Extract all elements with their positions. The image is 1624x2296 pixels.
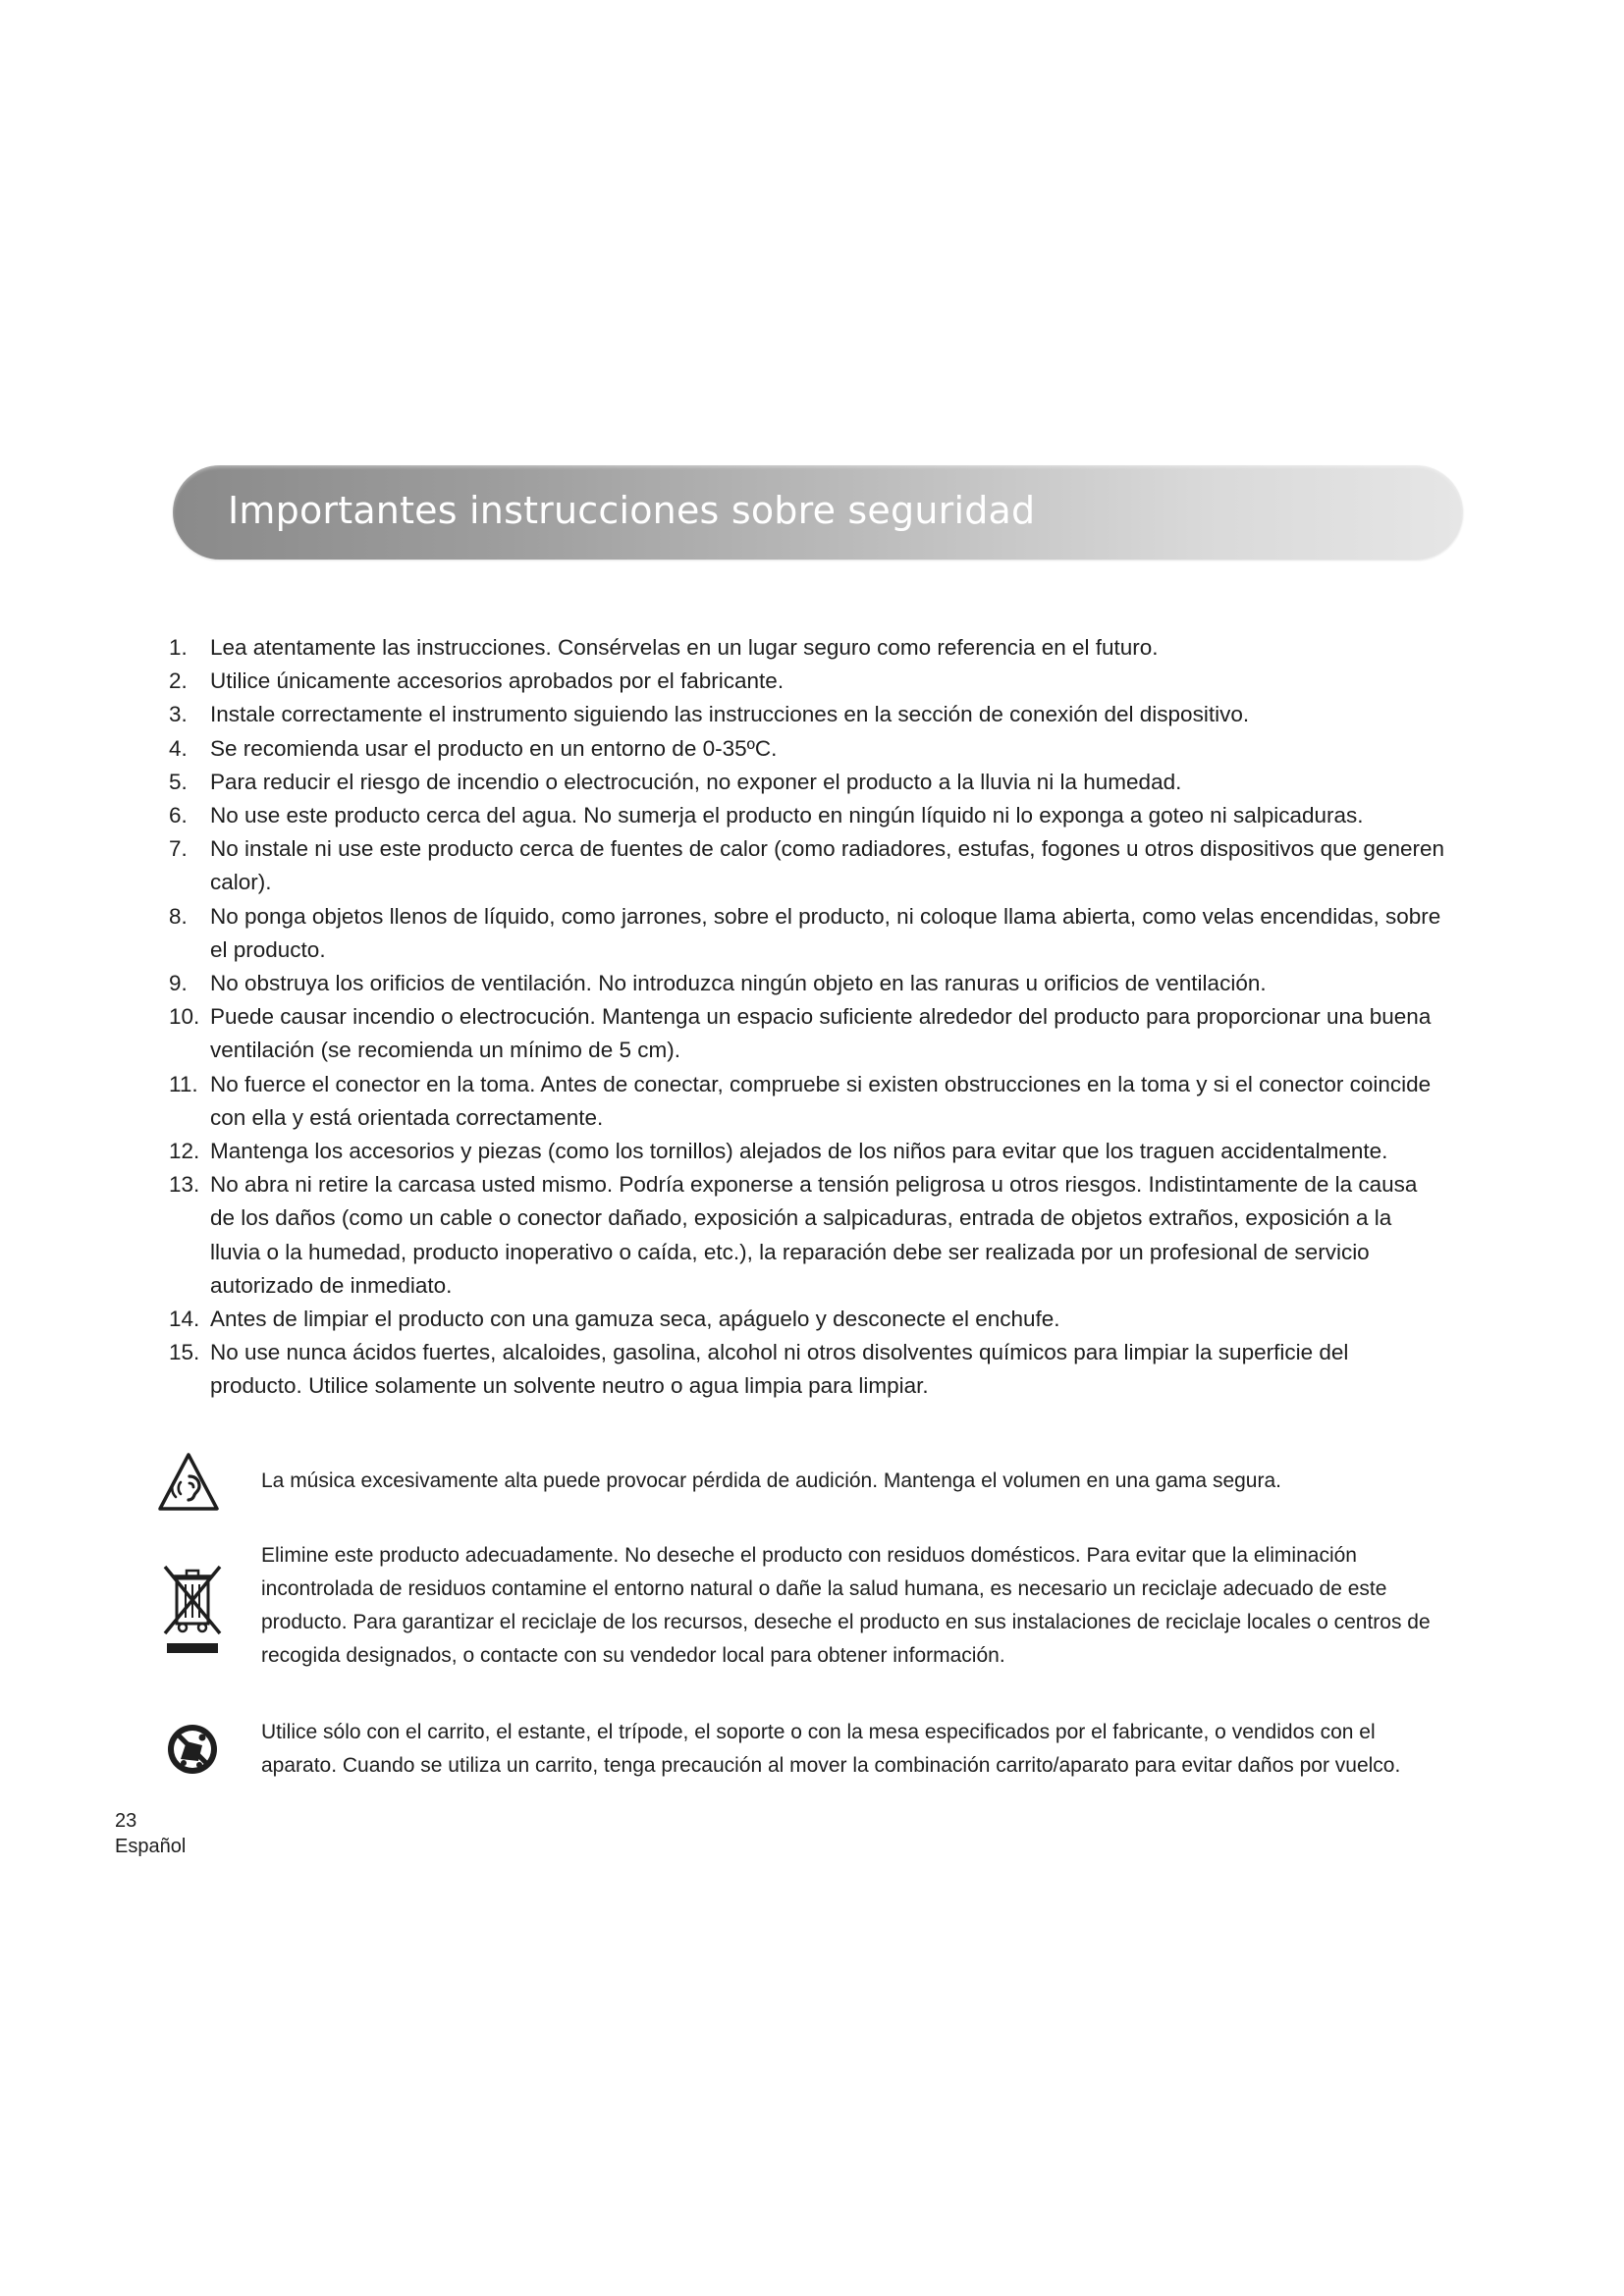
list-item: 9. No obstruya los orificios de ventilación. No introduzca ningún objeto en las ranuras u orificios de ventilación. xyxy=(169,971,1267,996)
list-item: 5. Para reducir el riesgo de incendio o electrocución, no exponer el producto a la lluvia ni la humedad. xyxy=(169,769,1182,794)
list-item: 7. No instale ni use este producto cerca de fuentes de calor (como radiadores, estufas, fogones u otros dispositivos que generen calor). xyxy=(169,836,1444,895)
list-item: 13. No abra ni retire la carcasa usted mismo. Podría exponerse a tensión peligrosa u otros riesgos. Indistintamente de la causa de los daños (como un cable o conector dañado, exposición a salpicaduras, entrada de objetos extraños, exposición a la lluvia o la humedad, producto inoperativo o caída, etc.), la reparación debe ser realizada por un profesional de servicio autorizado de inmediato. xyxy=(169,1172,1418,1298)
page-footer xyxy=(115,1808,186,1859)
language-label: Español xyxy=(115,1836,187,1857)
list-item: 15. No use nunca ácidos fuertes, alcaloides, gasolina, alcohol ni otros disolventes químicos para limpiar la superficie del producto. Utilice solamente un solvente neutro o agua limpia para limpiar. xyxy=(169,1340,1349,1399)
list-item: 1. Lea atentamente las instrucciones. Consérvelas en un lugar seguro como referencia en el futuro. xyxy=(169,635,1159,660)
list-item: 3. Instale correctamente el instrumento siguiendo las instrucciones en la sección de conexión del dispositivo. xyxy=(169,702,1250,727)
page-number: 23 xyxy=(115,1810,137,1832)
list-item: 12. Mantenga los accesorios y piezas (como los tornillos) alejados de los niños para evitar que los traguen accidentalmente. xyxy=(169,1139,1388,1164)
list-item: 2. Utilice únicamente accesorios aprobados por el fabricante. xyxy=(169,668,785,694)
section-title-banner xyxy=(173,465,1463,560)
list-item: 4. Se recomienda usar el producto en un entorno de 0-35ºC. xyxy=(169,735,778,761)
crossed-bin-icon xyxy=(157,1563,228,1668)
cart-tip-over-warning-icon xyxy=(165,1722,220,1788)
hearing-warning-icon xyxy=(157,1451,220,1524)
list-item: 6. No use este producto cerca del agua. No sumerja el producto en ningún líquido ni lo exponga a goteo ni salpicaduras. xyxy=(169,803,1364,828)
list-item: 11. No fuerce el conector en la toma. Antes de conectar, compruebe si existen obstrucciones en la toma y si el conector coincide con ella y está orientada correctamente. xyxy=(169,1071,1432,1130)
list-item: 8. No ponga objetos llenos de líquido, como jarrones, sobre el producto, ni coloque llama abierta, como velas encendidas, sobre el producto. xyxy=(169,903,1441,962)
list-item: 10. Puede causar incendio o electrocución. Mantenga un espacio suficiente alrededor del producto para proporcionar una buena ventilación (se recomienda un mínimo de 5 cm). xyxy=(169,1004,1432,1063)
page-title: Importantes instrucciones sobre seguridad xyxy=(228,489,1036,532)
list-item: 14. Antes de limpiar el producto con una gamuza seca, apáguelo y desconecte el enchufe. xyxy=(169,1307,1060,1332)
safety-instructions-list xyxy=(169,631,1445,1404)
